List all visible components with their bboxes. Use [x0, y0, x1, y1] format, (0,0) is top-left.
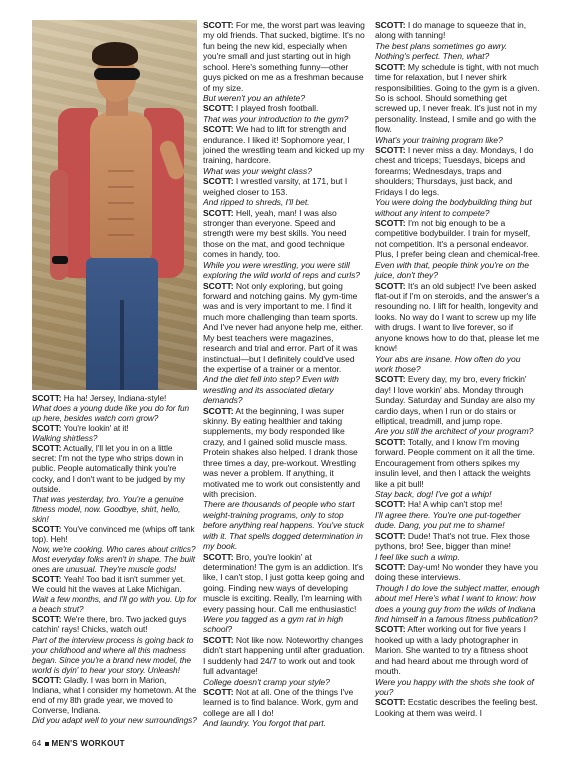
- page-number: 64: [32, 739, 42, 748]
- speaker-label: SCOTT:: [375, 499, 406, 510]
- speaker-label: SCOTT:: [375, 61, 406, 72]
- speaker-label: SCOTT:: [203, 551, 234, 562]
- interview-question: [375, 489, 540, 499]
- paragraph-text: That was yesterday, bro. You're a genuine fitness model, now. Goodbye, shirt, hello, skin!: [32, 494, 184, 524]
- interview-answer: [375, 281, 540, 354]
- paragraph-text: Ha ha! Jersey, Indiana-style!: [63, 394, 167, 403]
- interview-question: [203, 374, 367, 405]
- speaker-label: SCOTT:: [32, 424, 62, 434]
- interview-question: [32, 404, 197, 424]
- speaker-label: SCOTT:: [32, 394, 62, 403]
- interview-question: [375, 354, 540, 375]
- interview-question: [375, 135, 540, 145]
- model-photo: [32, 20, 197, 390]
- speaker-label: SCOTT:: [375, 624, 406, 635]
- interview-question: [375, 510, 540, 531]
- paragraph-text: Hell, yeah, man! I was also stronger than everyone. Speed and strength were my best skills. You need those on the mat, and good technique comes in handy, too.: [203, 207, 347, 260]
- paragraph-text: You've convinced me (whips off tank top). Heh!: [32, 524, 195, 544]
- paragraph-text: Gladly. I was born in Marion, Indiana, what I consider my hometown. At the end of my 8th grade year, we moved to Converse, Indiana.: [32, 675, 197, 715]
- interview-answer: [375, 145, 540, 197]
- interview-answer: [203, 176, 367, 197]
- speaker-label: SCOTT:: [203, 405, 234, 416]
- interview-answer: [32, 525, 197, 545]
- interview-answer: [203, 208, 367, 260]
- paragraph-text: You were doing the bodybuilding thing but without any intent to compete?: [375, 197, 532, 218]
- paragraph-text: Not like now. Noteworthy changes didn't start happening until after graduation. I suddenly had 24/7 to work out and took full advantage!: [203, 634, 365, 677]
- paragraph-text: Ha! A whip can't stop me!: [407, 499, 503, 510]
- interview-question: [203, 114, 367, 124]
- speaker-label: SCOTT:: [375, 280, 406, 291]
- paragraph-text: For me, the worst part was leaving my old friends. That sucked, bigtime. It's no fun being the new kid, especially when you're small and just starting out in high school. Here's something funny—other guys picked on me as a freshman because of my size.: [203, 20, 365, 93]
- interview-question: [375, 677, 540, 698]
- interview-question: [32, 716, 197, 726]
- paragraph-text: I do manage to squeeze that in, along with tanning!: [375, 20, 527, 41]
- paragraph-text: Bro, you're lookin' at determination! The gym is an addiction. It's like, I can't stop, I just gotta keep going and going. Finding new ways of developing muscle is exciting. Really, I'm learning with every passing hour. Call me enthusiastic!: [203, 551, 365, 614]
- paragraph-text: There are thousands of people who start weight-training programs, only to stop before anything real happens. You've stuck with it. That spells dogged determination in my book.: [203, 499, 364, 552]
- interview-answer: [32, 424, 197, 434]
- magazine-name: MEN'S WORKOUT: [51, 739, 125, 748]
- paragraph-text: Dude! That's not true. Flex those pythons, bro! See, bigger than mine!: [375, 530, 530, 552]
- interview-question: [375, 583, 540, 625]
- interview-question: [375, 260, 540, 281]
- paragraph-text: Even with that, people think you're on the juice, don't they?: [375, 259, 529, 281]
- paragraph-text: My schedule is tight, with not much time for relaxation, but I never shirk responsibilities. Going to the gym is a given. So is school. Should something get screwed up, I never freak. It's just not in my personality. Instead, I smile and go with the flow.: [375, 61, 540, 135]
- paragraph-text: Not only exploring, but going forward and notching gains. My gym-time was and is very important to me. I find it much more challenging than team sports. And I've never had anyone help me, either. My best teachers were magazines, research and trial and error. Part of it was instinctual—but I definitely could've used the expertise of a trainer or a mentor.: [203, 280, 364, 374]
- interview-answer: [375, 20, 540, 41]
- paragraph-text: Were you happy with the shots she took of you?: [375, 676, 534, 697]
- speaker-label: SCOTT:: [32, 615, 62, 625]
- speaker-label: SCOTT:: [375, 697, 406, 708]
- interview-question: [203, 499, 367, 551]
- interview-answer: [375, 624, 540, 676]
- interview-question: [203, 260, 367, 281]
- speaker-label: SCOTT:: [375, 436, 406, 447]
- interview-answer: [32, 575, 197, 595]
- interview-answer: [375, 374, 540, 426]
- interview-answer: [32, 676, 197, 716]
- page-footer: [32, 739, 125, 748]
- interview-answer: [203, 406, 367, 500]
- interview-question: [203, 718, 367, 728]
- interview-question: [375, 426, 540, 436]
- paragraph-text: Not at all. One of the things I've learned is to find balance. Work, gym and college are all I do!: [203, 687, 359, 718]
- interview-question: [375, 552, 540, 562]
- paragraph-text: Though I do love the subject matter, enough about me! Here's what I want to know: how does a young guy from the wilds of Indiana find himself in a famous fitness publication?: [375, 582, 540, 625]
- interview-answer: [203, 103, 367, 113]
- speaker-label: SCOTT:: [375, 20, 406, 30]
- interview-answer: [375, 62, 540, 135]
- interview-question: [375, 41, 540, 62]
- paragraph-text: Now, we're cooking. Who cares about critics? Most everyday folks aren't in shape. The built ones are unusual. They're muscle gods!: [32, 544, 196, 575]
- paragraph-text: What does a young dude like you do for fun up here, besides watch corn grow?: [32, 404, 190, 424]
- paragraph-text: Ecstatic describes the feeling best. Looking at them was weird. I: [375, 697, 538, 718]
- paragraph-text: Actually, I'll let you in on a little secret: I'm not the type who strips down in public. People automatically think you're cocky, and I don't want to be judged by my outside.: [32, 444, 185, 494]
- speaker-label: SCOTT:: [375, 218, 406, 229]
- paragraph-text: At the beginning, I was super skinny. By eating healthier and taking supplements, my body responded like crazy, and I gained solid muscle mass. Protein shakes also helped. I drank those three times a day, pre-workout. Wrestling was never a problem. If anything, it motivated me to work out consistently and with precision.: [203, 405, 361, 499]
- interview-question: [203, 614, 367, 635]
- paragraph-text: Stay back, dog! I've got a whip!: [375, 488, 492, 499]
- speaker-label: SCOTT:: [203, 280, 234, 291]
- paragraph-text: Were you tagged as a gym rat in high school?: [203, 614, 344, 635]
- speaker-label: SCOTT:: [375, 374, 406, 385]
- speaker-label: SCOTT:: [32, 675, 62, 685]
- interview-question: [32, 595, 197, 615]
- speaker-label: SCOTT:: [375, 145, 406, 156]
- paragraph-text: But weren't you an athlete?: [203, 92, 305, 103]
- interview-answer: [203, 635, 367, 677]
- interview-answer: [375, 218, 540, 260]
- interview-answer: [375, 499, 540, 509]
- sunglasses-icon: [94, 68, 140, 80]
- interview-question: [375, 197, 540, 218]
- speaker-label: SCOTT:: [32, 524, 62, 534]
- paragraph-text: We had to lift for strength and endurance. I liked it! Sophomore year, I joined the wrestling team and kicked up my training, hardcore.: [203, 124, 365, 166]
- speaker-label: SCOTT:: [203, 687, 234, 697]
- speaker-label: SCOTT:: [203, 103, 234, 114]
- paragraph-text: I wrestled varsity, at 171, but I weighed closer to 153.: [203, 176, 348, 197]
- paragraph-text: Every day, my bro, every frickin' day! I love workin' abs. Monday through Sunday. Saturday and Sunday are also my cardio days, when I run or do stairs or elliptical, treadmill, and jump rope.: [375, 374, 535, 427]
- interview-answer: [32, 615, 197, 635]
- paragraph-text: While you were wrestling, you were still exploring the wild world of reps and curls?: [203, 259, 360, 281]
- interview-question: [203, 166, 367, 176]
- paragraph-text: Wait a few months, and I'll go with you. Up for a beach strut?: [32, 595, 197, 615]
- paragraph-text: Your abs are insane. How often do you work those?: [375, 353, 521, 374]
- paragraph-text: We're there, bro. Two jacked guys catchin' rays! Chicks, watch out!: [32, 615, 187, 635]
- speaker-label: SCOTT:: [203, 20, 234, 30]
- right-column: [375, 20, 540, 718]
- interview-question: [32, 434, 197, 444]
- speaker-label: SCOTT:: [32, 444, 62, 454]
- interview-answer: [375, 562, 540, 583]
- speaker-label: SCOTT:: [32, 575, 62, 585]
- paragraph-text: Walking shirtless?: [32, 434, 98, 444]
- interview-question: [203, 197, 367, 207]
- paragraph-text: The best plans sometimes go awry. Nothing's perfect. Then, what?: [375, 40, 508, 62]
- paragraph-text: I never miss a day. Mondays, I do chest and triceps; Tuesdays, biceps and forearms; Wednesdays, traps and shoulders; Thursdays, just back, and Fridays I do legs.: [375, 145, 534, 197]
- paragraph-text: After working out for five years I hooked up with a lady photographer in Marion. She wanted to try a fitness shoot and had heard about me through word of mouth.: [375, 624, 529, 677]
- interview-question: [32, 636, 197, 676]
- paragraph-text: Are you still the architect of your program?: [375, 426, 534, 437]
- middle-column: [203, 20, 367, 729]
- interview-question: [203, 677, 367, 687]
- speaker-label: SCOTT:: [203, 124, 234, 135]
- interview-answer: [203, 552, 367, 615]
- interview-answer: [203, 281, 367, 375]
- interview-question: [32, 495, 197, 525]
- paragraph-text: College doesn't cramp your style?: [203, 676, 330, 687]
- paragraph-text: It's an old subject! I've been asked flat-out if I'm on steroids, and the answer's a resounding no. I lift for health, longevity and looks. No way do I want to screw up my life with drugs. I want to live forever, so if anyone knows how to do that, please let me know!: [375, 280, 540, 354]
- paragraph-text: I'm not big enough to be a competitive bodybuilder. I train for myself, not competition. It's a personal endeavor. Plus, I prefer being clean and chemical-free.: [375, 218, 540, 260]
- paragraph-text: And laundry. You forgot that part.: [203, 718, 326, 729]
- interview-answer: [203, 124, 367, 166]
- interview-answer: [203, 20, 367, 93]
- paragraph-text: I feel like such a wimp.: [375, 551, 460, 562]
- paragraph-text: And the diet fell into step? Even with wrestling and its associated dietary demands?: [203, 374, 339, 406]
- paragraph-text: You're lookin' at it!: [63, 424, 129, 434]
- paragraph-text: What's your training program like?: [375, 134, 503, 145]
- paragraph-text: What was your weight class?: [203, 165, 312, 176]
- paragraph-text: And ripped to shreds, I'll bet.: [203, 197, 310, 208]
- paragraph-text: Day-um! No wonder they have you doing these interviews.: [375, 561, 538, 583]
- paragraph-text: I played frosh football.: [235, 103, 319, 114]
- speaker-label: SCOTT:: [203, 176, 234, 187]
- paragraph-text: Part of the interview process is going back to your childhood and where all this madness began. Since you're a brand new model, the world is dyin' to hear your story. Unleash!: [32, 635, 194, 675]
- paragraph-text: Did you adapt well to your new surroundings?: [32, 716, 197, 725]
- interview-answer: [375, 531, 540, 552]
- interview-answer: [375, 437, 540, 489]
- paragraph-text: Totally, and I know I'm moving forward. People comment on it all the time. Encouragement from others spikes my insulin level, and then I attack the weights like a pit bull!: [375, 436, 535, 489]
- paragraph-text: I'll agree there. You're one put-together dude. Dang, you put me to shame!: [375, 509, 521, 531]
- interview-question: [32, 545, 197, 575]
- speaker-label: SCOTT:: [375, 530, 406, 541]
- speaker-label: SCOTT:: [203, 634, 234, 645]
- interview-answer: [32, 394, 197, 404]
- speaker-label: SCOTT:: [203, 207, 234, 218]
- interview-answer: [32, 444, 197, 494]
- interview-answer: [375, 697, 540, 718]
- speaker-label: SCOTT:: [375, 561, 406, 572]
- paragraph-text: That was your introduction to the gym?: [203, 113, 349, 124]
- interview-question: [203, 93, 367, 103]
- left-column: [32, 394, 197, 726]
- square-bullet-icon: [45, 742, 49, 746]
- interview-answer: [203, 687, 367, 718]
- paragraph-text: Yeah! Too bad it isn't summer yet. We could hit the waves at Lake Michigan.: [32, 575, 185, 595]
